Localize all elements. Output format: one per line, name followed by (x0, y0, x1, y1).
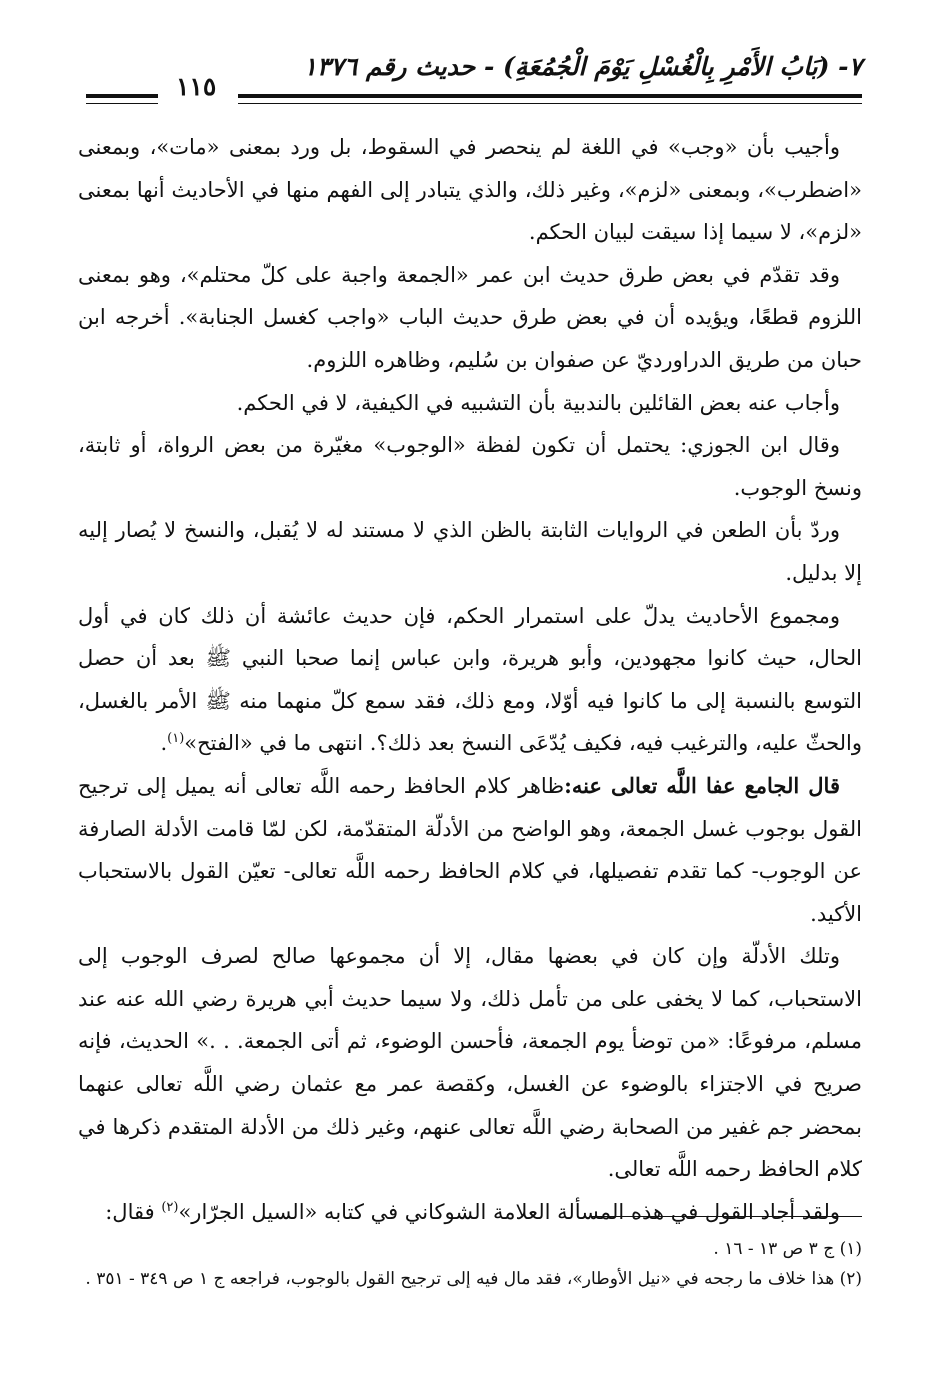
paragraph-tail: فقال: (105, 1199, 162, 1224)
footnote-ref-1[interactable]: (١) (167, 731, 185, 747)
paragraph: وقد تقدّم في بعض طرق حديث ابن عمر «الجمعة واجبة على كلّ محتلم»، وهو بمعنى اللزوم قطعًا، ويؤيده أن في بعض طرق حديث الباب «واجب كغسل الجنابة». أخرجه ابن حبان من طريق الدراورديّ عن صفوان بن سُليم، وظاهره اللزوم. (78, 262, 862, 372)
footnotes (78, 1234, 862, 1294)
page-number: ١١٥ (168, 72, 224, 102)
paragraph: وتلك الأدلّة وإن كان في بعضها مقال، إلا أن مجموعها صالح لصرف الوجوب إلى الاستحباب، كما لا يخفى على من تأمل ذلك، ولا سيما حديث أبي هريرة رضي الله عنه عند مسلم، مرفوعًا: «من توضأ يوم الجمعة، فأحسن الوضوء، ثم أتى الجمعة. . .» الحديث، فإنه صريح في الاجتزاء بالوضوء عن الغسل، وكقصة عمر مع عثمان رضي اللَّه تعالى عنهما بمحضر جم غفير من الصحابة رضي اللَّه تعالى عنهم، وغير ذلك من الأدلة المتقدم ذكرها في كلام الحافظ رحمه اللَّه تعالى. (78, 944, 862, 1182)
paragraph: وأجيب بأن «وجب» في اللغة لم ينحصر في السقوط، بل ورد بمعنى «مات»، وبمعنى «اضطرب»، وبمعنى «لزم»، وغير ذلك، والذي يتبادر إلى الفهم منها في الأحاديث أنها بمعنى «لزم»، لا سيما إذا سيقت لبيان الحكم. (78, 135, 862, 245)
book-page (78, 48, 862, 1348)
running-header (78, 48, 862, 114)
header-rule (238, 94, 862, 98)
footnote-separator (592, 1216, 862, 1217)
paragraph-text: ومجموع الأحاديث يدلّ على استمرار الحكم، فإن حديث عائشة أن ذلك كان في أول الحال، حيث كانوا مجهودين، وأبو هريرة، وابن عباس إنما صحبا النبي ﷺ بعد أن حصل التوسع بالنسبة إلى ما كانوا فيه أوّلا، ومع ذلك، فقد سمع كلّ منهما منه ﷺ الأمر بالغسل، والحثّ عليه، والترغيب فيه، فكيف يُدّعَى النسخ بعد ذلك؟. انتهى ما في «الفتح» (78, 603, 862, 756)
paragraph: وأجاب عنه بعض القائلين بالندبية بأن التشبيه في الكيفية، لا في الحكم. (236, 390, 840, 415)
paragraph-tail: . (160, 731, 168, 756)
main-text (78, 126, 862, 1233)
paragraph-jami (78, 765, 862, 935)
paragraph-text: ولقد أجاد القول في هذه المسألة العلامة الشوكاني في كتابه «السيل الجرّار» (178, 1199, 840, 1224)
page-number-rule-thin (86, 103, 158, 104)
footnote-ref-2[interactable]: (٢) (161, 1199, 179, 1215)
paragraph: وقال ابن الجوزي: يحتمل أن تكون لفظة «الوجوب» مغيّرة من بعض الرواة، أو ثابتة، ونسخ الوجوب. (78, 433, 862, 500)
footnote-2: (٢) هذا خلاف ما رجحه في «نيل الأوطار»، فقد مال فيه إلى ترجيح القول بالوجوب، فراجعه ج ١ ص ٣٤٩ - ٣٥١ . (85, 1269, 862, 1289)
paragraph: وردّ بأن الطعن في الروايات الثابتة بالظن الذي لا مستند له لا يُقبل، والنسخ لا يُصار إليه إلا بدليل. (78, 518, 862, 585)
chapter-title: ٧- (بَابُ الأَمْرِ بِالْغُسْلِ يَوْمَ الْجُمُعَةِ) - حديث رقم ١٣٧٦ (303, 52, 862, 81)
footnote-1: (١) ج ٣ ص ١٣ - ١٦ . (713, 1239, 862, 1259)
paragraph-fath (78, 595, 862, 765)
page-number-rule (86, 94, 158, 98)
header-rule-thin (238, 103, 862, 104)
paragraph-shawkani (78, 1191, 862, 1234)
paragraph-text: ظاهر كلام الحافظ رحمه اللَّه تعالى أنه يميل إلى ترجيح القول بوجوب غسل الجمعة، وهو الواضح من الأدلّة المتقدّمة، لكن لمّا قامت الأدلة الصارفة عن الوجوب- كما تقدم تفصيلها، في كلام الحافظ رحمه اللَّه تعالى- تعيّن القول بالاستحباب الأكيد. (78, 773, 862, 926)
author-note-lead: قال الجامع عفا اللَّه تعالى عنه: (564, 772, 840, 798)
